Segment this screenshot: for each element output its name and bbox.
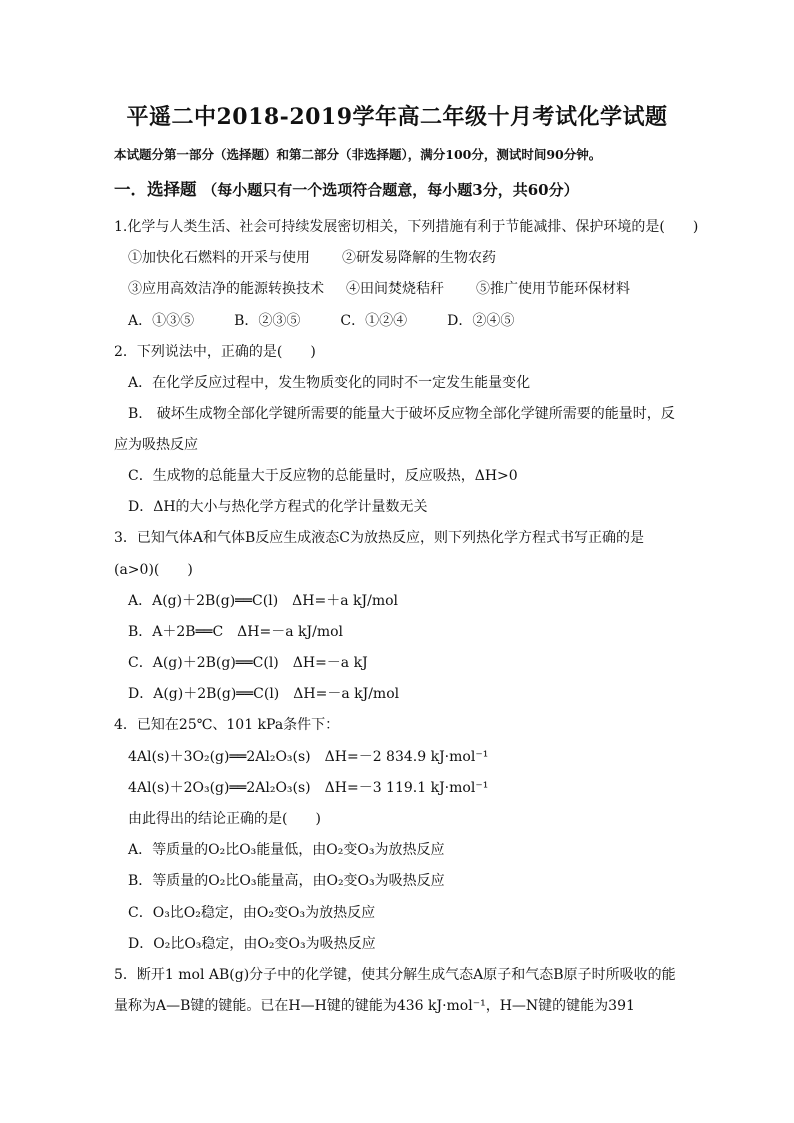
q2-option-b-line2: 应为吸热反应: [114, 437, 198, 453]
q2-option-a: A．在化学反应过程中，发生物质变化的同时不一定发生能量变化: [128, 375, 531, 391]
q1-option-d: D．②④⑤: [447, 313, 515, 329]
section-note: （每小题只有一个选项符合题意，每小题3分，共60分）: [202, 181, 579, 199]
q3-stem-line1: 3．已知气体A和气体B反应生成液态C为放热反应，则下列热化学方程式书写正确的是: [114, 530, 645, 546]
q1-option-b: B．②③⑤: [234, 313, 301, 329]
q1-item-1: ①加快化石燃料的开采与使用: [128, 250, 310, 266]
q1-option-c: C．①②④: [340, 313, 408, 329]
q3-option-b: B．A＋2B══C ΔH=－a kJ/mol: [128, 624, 344, 640]
q4-option-b: B．等质量的O₂比O₃能量高，由O₂变O₃为吸热反应: [128, 873, 445, 889]
q2-option-c: C．生成物的总能量大于反应物的总能量时，反应吸热，ΔH>0: [128, 468, 518, 484]
q1-items-row1: [128, 248, 708, 268]
q3-stem-line2: (a>0)( ): [114, 562, 193, 578]
q1-item-4: ④田间焚烧秸秆: [346, 281, 444, 297]
q4-stem: 4．已知在25℃、101 kPa条件下：: [114, 717, 340, 733]
q2-option-b-line1: B. 破坏生成物全部化学键所需要的能量大于破坏反应物全部化学键所需要的能量时，反: [128, 406, 675, 422]
q1-item-3: ③应用高效洁净的能源转换技术: [128, 281, 324, 297]
q3-option-a: A．A(g)＋2B(g)══C(l) ΔH=＋a kJ/mol: [128, 593, 398, 609]
q4-equation-1: 4Al(s)＋3O₂(g)══2Al₂O₃(s) ΔH=－2 834.9 kJ·mol⁻¹: [128, 749, 489, 765]
q5-stem-line1: 5．断开1 mol AB(g)分子中的化学键，使其分解生成气态A原子和气态B原子时所吸收的能: [114, 967, 676, 983]
page-title: 平遥二中2018-2019学年高二年级十月考试化学试题: [126, 104, 668, 130]
section-heading: [114, 176, 734, 200]
q4-equation-2: 4Al(s)＋2O₃(g)══2Al₂O₃(s) ΔH=－3 119.1 kJ·mol⁻¹: [128, 780, 489, 796]
q4-question: 由此得出的结论正确的是( ): [128, 811, 321, 827]
q1-stem: 1.化学与人类生活、社会可持续发展密切相关，下列措施有利于节能减排、保护环境的是( ): [114, 219, 699, 235]
q4-option-a: A．等质量的O₂比O₃能量低，由O₂变O₃为放热反应: [128, 842, 445, 858]
q5-stem-line2: 量称为A—B键的键能。已在H—H键的键能为436 kJ·mol⁻¹，H—N键的键能为391: [114, 998, 635, 1014]
q1-item-5: ⑤推广使用节能环保材料: [476, 281, 630, 297]
q4-option-d: D．O₂比O₃稳定，由O₂变O₃为吸热反应: [128, 936, 376, 952]
section-label: 一．选择题: [114, 180, 197, 199]
q1-items-row2: [128, 279, 708, 299]
q1-option-a: A．①③⑤: [128, 313, 195, 329]
q4-option-c: C．O₃比O₂稳定，由O₂变O₃为放热反应: [128, 905, 376, 921]
q1-options: [128, 311, 708, 331]
q2-stem: 2．下列说法中，正确的是( ): [114, 344, 316, 360]
q2-option-d: D．ΔH的大小与热化学方程式的化学计量数无关: [128, 499, 428, 515]
q1-item-2: ②研发易降解的生物农药: [342, 250, 496, 266]
q3-option-c: C．A(g)＋2B(g)══C(l) ΔH=－a kJ: [128, 655, 368, 671]
q3-option-d: D．A(g)＋2B(g)══C(l) ΔH=－a kJ/mol: [128, 686, 400, 702]
exam-subtitle: 本试题分第一部分（选择题）和第二部分（非选择题），满分100分，测试时间90分钟。: [114, 147, 602, 162]
